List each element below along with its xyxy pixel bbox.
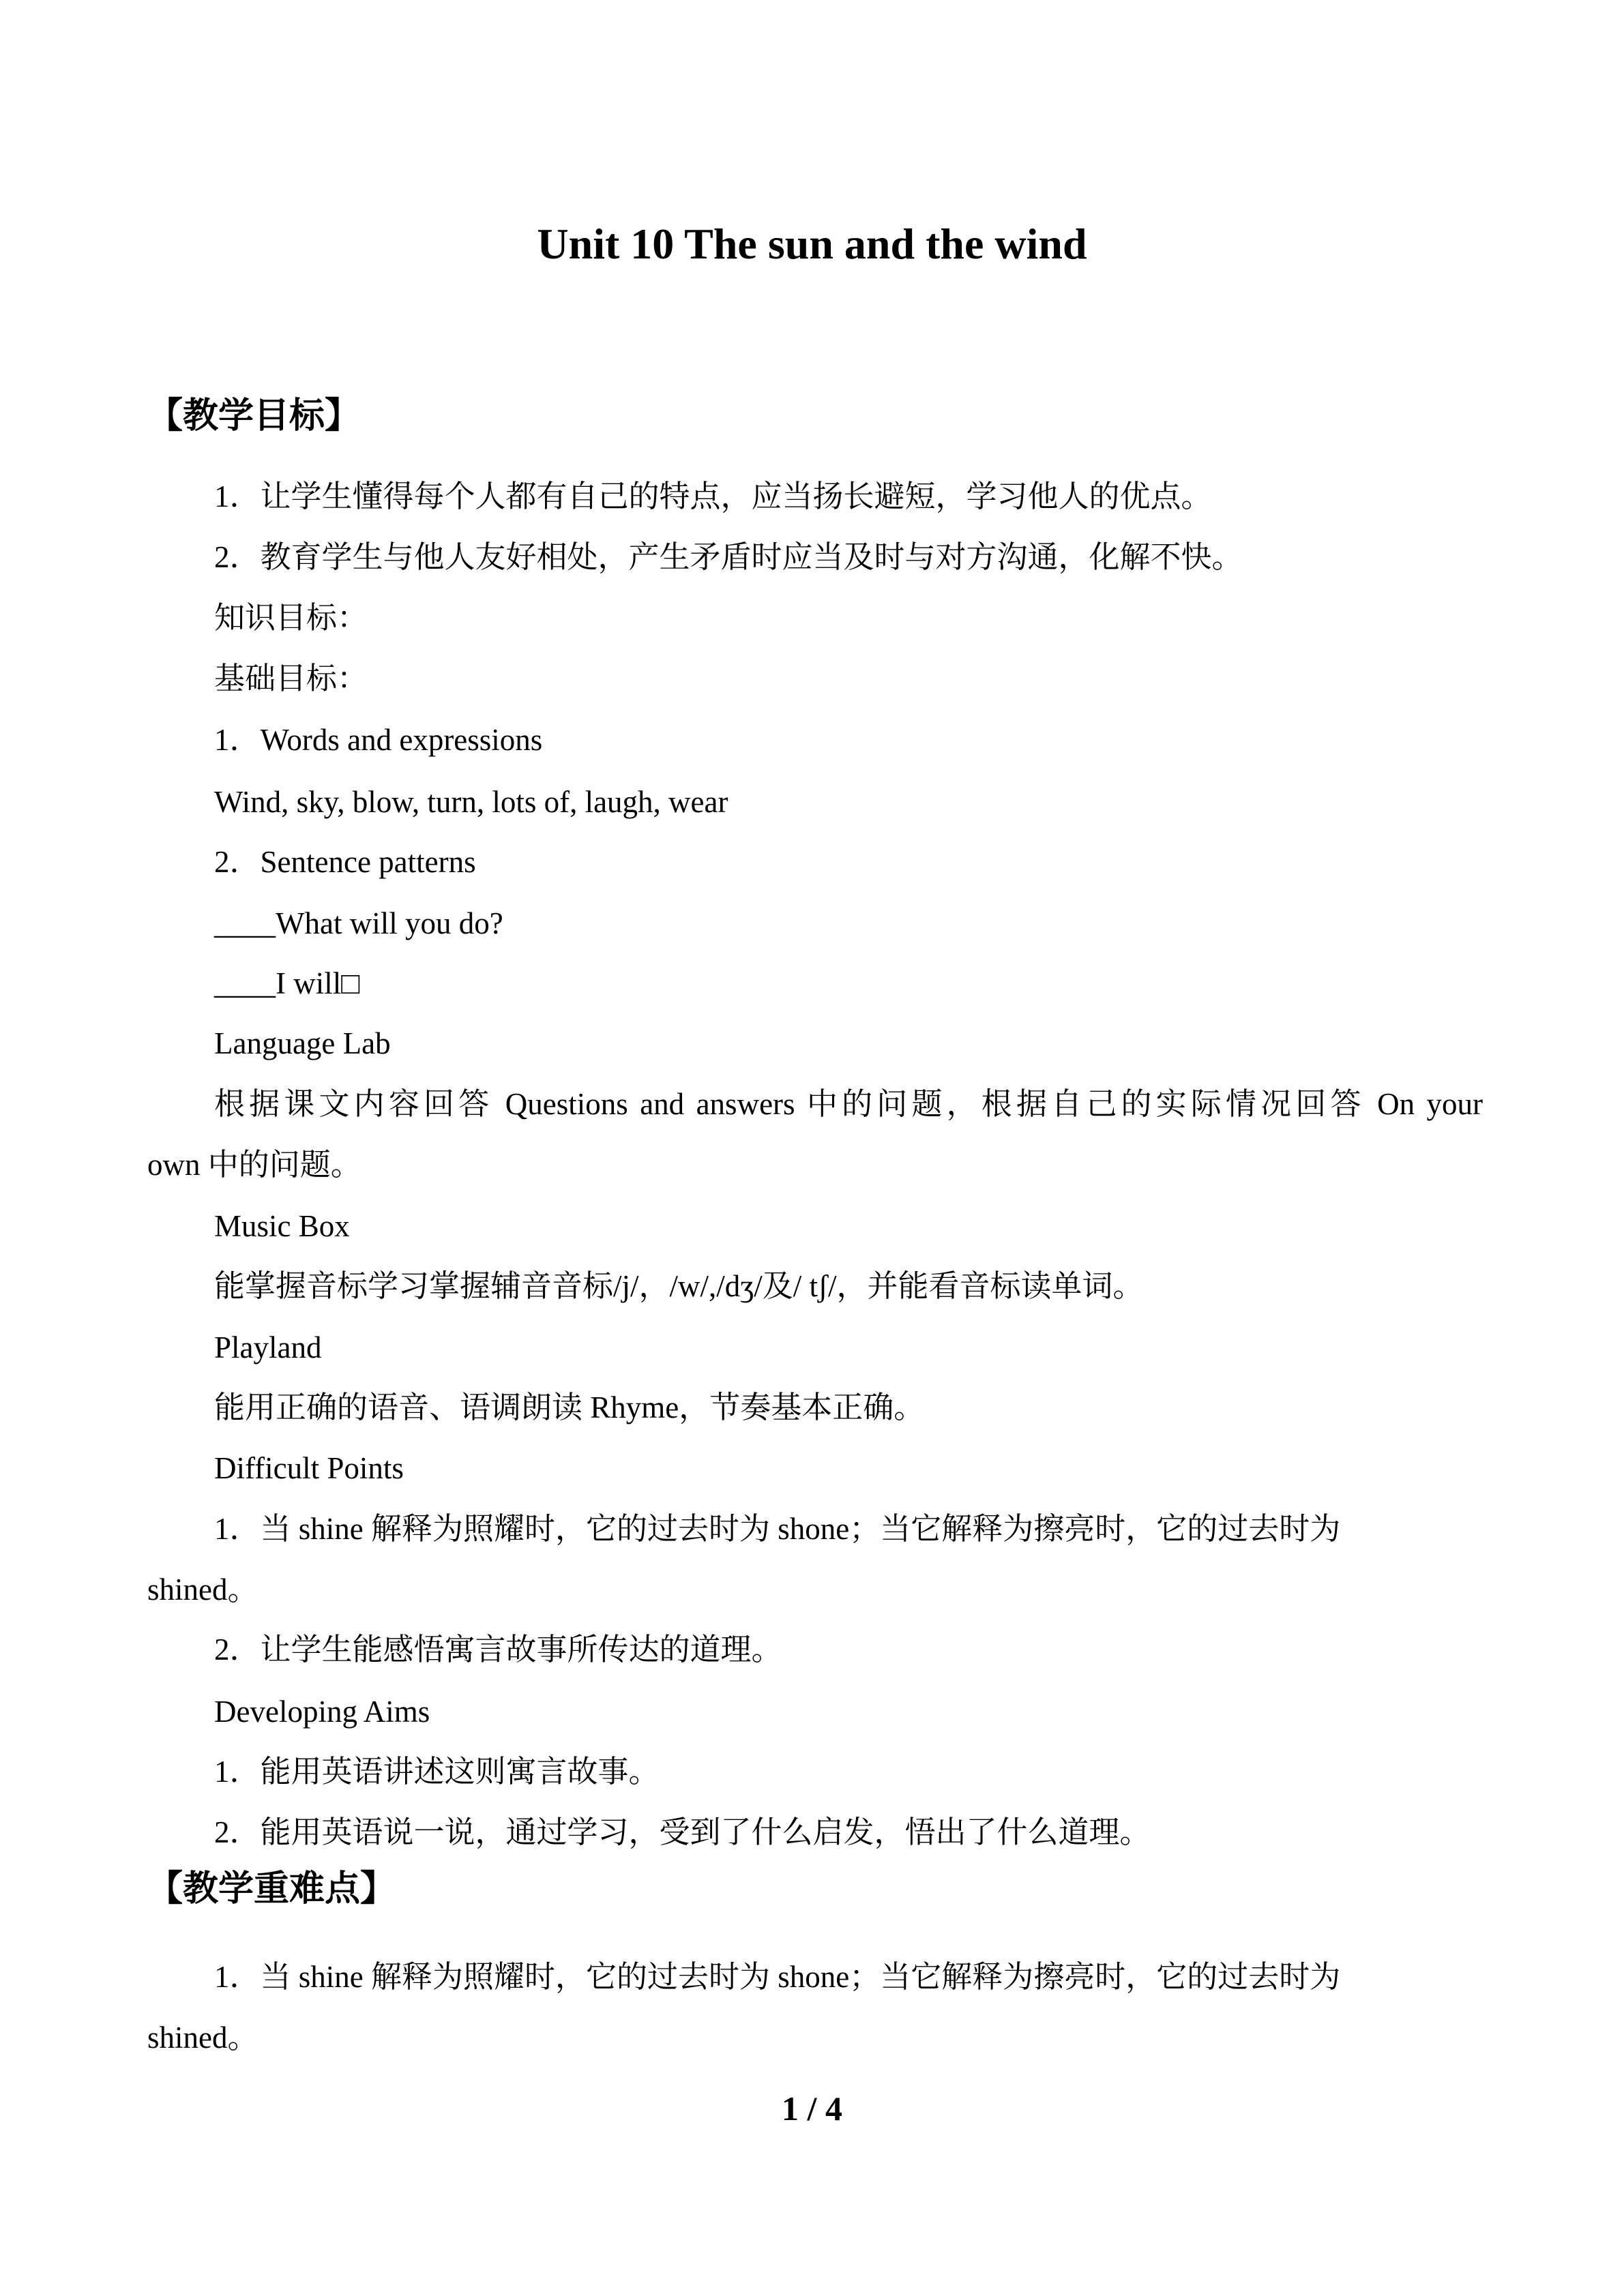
page-number: 1 / 4 (782, 2089, 842, 2128)
paragraph-line: 知识目标： (214, 601, 368, 635)
paragraph-line: Playland (214, 1330, 322, 1365)
paragraph-line: shined。 (147, 2021, 259, 2055)
paragraph-line: own 中的问题。 (147, 1148, 361, 1182)
paragraph-line: 2．Sentence patterns (214, 845, 476, 879)
paragraph-line: 2．能用英语说一说，通过学习，受到了什么启发，悟出了什么道理。 (214, 1815, 1151, 1849)
paragraph-line: Developing Aims (214, 1695, 430, 1729)
paragraph-line: 1．能用英语讲述这则寓言故事。 (214, 1755, 660, 1789)
paragraph-line: Music Box (214, 1209, 350, 1243)
document-title: Unit 10 The sun and the wind (537, 220, 1087, 268)
paragraph-line: ____What will you do? (214, 906, 503, 940)
paragraph-line: Difficult Points (214, 1451, 404, 1485)
paragraph-line: Language Lab (214, 1026, 391, 1060)
paragraph-line: 2．教育学生与他人友好相处，产生矛盾时应当及时与对方沟通，化解不快。 (214, 540, 1243, 574)
section-heading-objectives: 【教学目标】 (147, 396, 361, 436)
paragraph-line: 根据课文内容回答 Questions and answers 中的问题，根据自己的实际情况回答 On your (214, 1087, 1483, 1121)
paragraph-line: 能掌握音标学习掌握辅音音标/j/，/w/,/dʒ/及/ tʃ/，并能看音标读单词。 (214, 1269, 1144, 1303)
paragraph-line: 能用正确的语音、语调朗读 Rhyme，节奏基本正确。 (214, 1390, 925, 1425)
paragraph-line: 1．当 shine 解释为照耀时，它的过去时为 shone；当它解释为擦亮时，它的过去时为 (214, 1960, 1341, 1994)
paragraph-line: shined。 (147, 1572, 259, 1607)
paragraph-line: 1．当 shine 解释为照耀时，它的过去时为 shone；当它解释为擦亮时，它的过去时为 (214, 1512, 1341, 1546)
paragraph-line: 2．让学生能感悟寓言故事所传达的道理。 (214, 1632, 782, 1667)
paragraph-line: Wind, sky, blow, turn, lots of, laugh, wear (214, 785, 728, 819)
section-heading-key-points: 【教学重难点】 (147, 1868, 396, 1909)
paragraph-line: ____I will□ (214, 966, 360, 1000)
paragraph-line: 1．让学生懂得每个人都有自己的特点，应当扬长避短，学习他人的优点。 (214, 479, 1212, 513)
paragraph-line: 1．Words and expressions (214, 723, 543, 757)
paragraph-line: 基础目标： (214, 661, 368, 696)
